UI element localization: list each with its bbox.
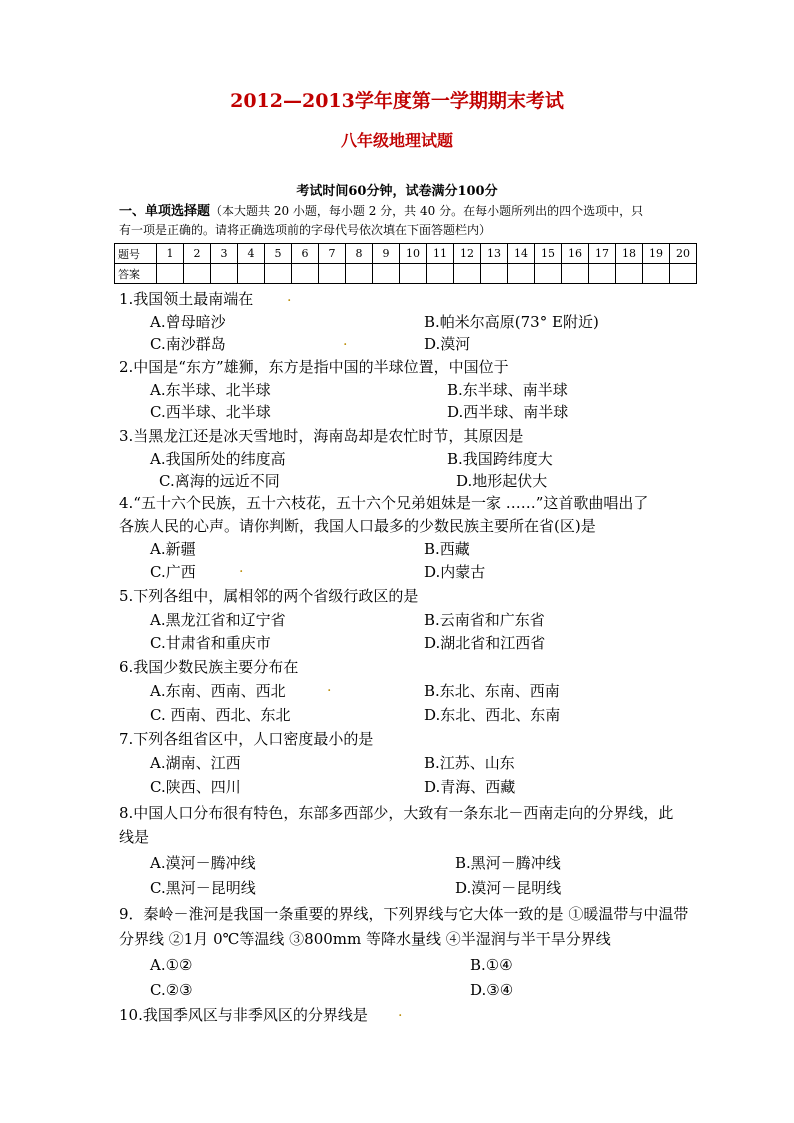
mark-dot: . xyxy=(287,289,292,305)
option-d: D.地形起伏大 xyxy=(456,472,548,490)
answer-cell[interactable] xyxy=(184,264,211,284)
section-header xyxy=(119,202,729,240)
option-c: C.黑河－昆明线 xyxy=(150,879,256,897)
option-a: A.漠河－腾冲线 xyxy=(150,854,256,872)
option-a: A.新疆 xyxy=(150,540,196,558)
question-stem: 10.我国季风区与非季风区的分界线是 xyxy=(119,1006,368,1024)
answer-cell[interactable] xyxy=(211,264,238,284)
option-a: A.我国所处的纬度高 xyxy=(150,450,286,468)
exam-subtitle: 八年级地理试题 xyxy=(340,131,453,150)
answer-cell[interactable] xyxy=(562,264,589,284)
table-cell: 8 xyxy=(346,244,373,264)
option-b: B.云南省和广东省 xyxy=(424,611,545,629)
table-cell: 11 xyxy=(427,244,454,264)
option-d: D.西半球、南半球 xyxy=(447,403,569,421)
option-d: D.东北、西北、东南 xyxy=(424,706,561,724)
mark-dot: . xyxy=(327,679,332,695)
section-instructions-1: （本大题共 20 小题，每小题 2 分，共 40 分。在每小题所列出的四个选项中，只 xyxy=(210,204,644,218)
option-b: B.西藏 xyxy=(424,540,470,558)
table-cell: 10 xyxy=(400,244,427,264)
option-b: B.帕米尔高原(73° E附近) xyxy=(424,313,599,331)
table-row xyxy=(115,244,697,264)
table-cell: 12 xyxy=(454,244,481,264)
answer-cell[interactable] xyxy=(292,264,319,284)
option-d: D.内蒙古 xyxy=(424,563,486,581)
option-a: A.曾母暗沙 xyxy=(150,313,226,331)
option-b: B.东北、东南、西南 xyxy=(424,682,560,700)
option-c: C.离海的远近不同 xyxy=(159,472,280,490)
table-row xyxy=(115,264,697,284)
answer-cell[interactable] xyxy=(535,264,562,284)
exam-title: 2012—2013学年度第一学期期末考试 xyxy=(230,90,564,112)
question-stem-continued: 各族人民的心声。请你判断，我国人口最多的少数民族主要所在省(区)是 xyxy=(119,517,596,535)
option-a: A.黑龙江省和辽宁省 xyxy=(150,611,286,629)
answer-cell[interactable] xyxy=(157,264,184,284)
table-cell: 17 xyxy=(589,244,616,264)
answer-cell[interactable] xyxy=(670,264,697,284)
table-cell: 14 xyxy=(508,244,535,264)
question-stem: 7.下列各组省区中，人口密度最小的是 xyxy=(119,730,374,748)
option-d: D.青海、西藏 xyxy=(424,778,516,796)
section-instructions-2: 有一项是正确的。请将正确选项前的字母代号依次填在下面答题栏内） xyxy=(119,223,492,237)
question-stem: 4.“五十六个民族，五十六枝花，五十六个兄弟姐妹是一家 ……”这首歌曲唱出了 xyxy=(119,494,649,512)
mark-dot: . xyxy=(239,560,244,576)
question-stem: 6.我国少数民族主要分布在 xyxy=(119,658,299,676)
option-c: C.陕西、四川 xyxy=(150,778,241,796)
answer-cell[interactable] xyxy=(319,264,346,284)
answer-cell[interactable] xyxy=(238,264,265,284)
exam-info: 考试时间60分钟，试卷满分100分 xyxy=(296,184,498,199)
option-a: A.①② xyxy=(150,956,193,974)
option-b: B.黑河－腾冲线 xyxy=(455,854,561,872)
option-c: C. 西南、西北、东北 xyxy=(150,706,291,724)
table-cell: 13 xyxy=(481,244,508,264)
mark-dot: . xyxy=(398,1004,403,1020)
table-cell: 18 xyxy=(616,244,643,264)
answer-cell[interactable] xyxy=(589,264,616,284)
table-cell-label: 题号 xyxy=(115,244,157,264)
question-stem: 9．秦岭－淮河是我国一条重要的界线，下列界线与它大体一致的是 ①暖温带与中温带 xyxy=(119,905,689,923)
option-b: B.东半球、南半球 xyxy=(447,381,568,399)
option-a: A.东南、西南、西北 xyxy=(150,682,286,700)
table-cell: 6 xyxy=(292,244,319,264)
table-cell: 15 xyxy=(535,244,562,264)
option-a: A.东半球、北半球 xyxy=(150,381,271,399)
question-stem-continued: 线是 xyxy=(119,828,150,846)
option-b: B.江苏、山东 xyxy=(424,754,515,772)
option-c: C.广西 xyxy=(150,563,196,581)
option-b: B.①④ xyxy=(470,956,513,974)
option-d: D.漠河 xyxy=(424,335,471,353)
option-c: C.②③ xyxy=(150,981,193,999)
table-cell: 1 xyxy=(157,244,184,264)
question-stem: 2.中国是“东方”雄狮，东方是指中国的半球位置，中国位于 xyxy=(119,358,509,376)
table-cell: 7 xyxy=(319,244,346,264)
question-stem-continued: 分界线 ②1月 0℃等温线 ③800mm 等降水量线 ④半湿润与半干旱分界线 xyxy=(119,930,611,948)
answer-cell[interactable] xyxy=(454,264,481,284)
answer-table xyxy=(114,243,697,284)
answer-cell[interactable] xyxy=(508,264,535,284)
table-cell-label: 答案 xyxy=(115,264,157,284)
answer-cell[interactable] xyxy=(481,264,508,284)
option-c: C.南沙群岛 xyxy=(150,335,226,353)
table-cell: 5 xyxy=(265,244,292,264)
table-cell: 20 xyxy=(670,244,697,264)
option-b: B.我国跨纬度大 xyxy=(447,450,553,468)
option-c: C.甘肃省和重庆市 xyxy=(150,634,271,652)
question-stem: 3.当黑龙江还是冰天雪地时，海南岛却是农忙时节，其原因是 xyxy=(119,427,524,445)
table-cell: 3 xyxy=(211,244,238,264)
table-cell: 2 xyxy=(184,244,211,264)
answer-cell[interactable] xyxy=(400,264,427,284)
answer-cell[interactable] xyxy=(427,264,454,284)
answer-cell[interactable] xyxy=(265,264,292,284)
answer-cell[interactable] xyxy=(373,264,400,284)
section-heading: 一、单项选择题 xyxy=(119,204,211,219)
answer-cell[interactable] xyxy=(616,264,643,284)
question-stem: 8.中国人口分布很有特色，东部多西部少，大致有一条东北－西南走向的分界线，此 xyxy=(119,804,674,822)
table-cell: 16 xyxy=(562,244,589,264)
table-cell: 4 xyxy=(238,244,265,264)
option-a: A.湖南、江西 xyxy=(150,754,241,772)
option-d: D.③④ xyxy=(470,981,514,999)
table-cell: 9 xyxy=(373,244,400,264)
option-d: D.漠河－昆明线 xyxy=(455,879,562,897)
mark-dot: . xyxy=(343,333,348,349)
option-d: D.湖北省和江西省 xyxy=(424,634,546,652)
option-c: C.西半球、北半球 xyxy=(150,403,271,421)
question-stem: 5.下列各组中，属相邻的两个省级行政区的是 xyxy=(119,587,419,605)
answer-cell[interactable] xyxy=(346,264,373,284)
answer-cell[interactable] xyxy=(643,264,670,284)
question-stem: 1.我国领土最南端在 xyxy=(119,290,254,308)
table-cell: 19 xyxy=(643,244,670,264)
